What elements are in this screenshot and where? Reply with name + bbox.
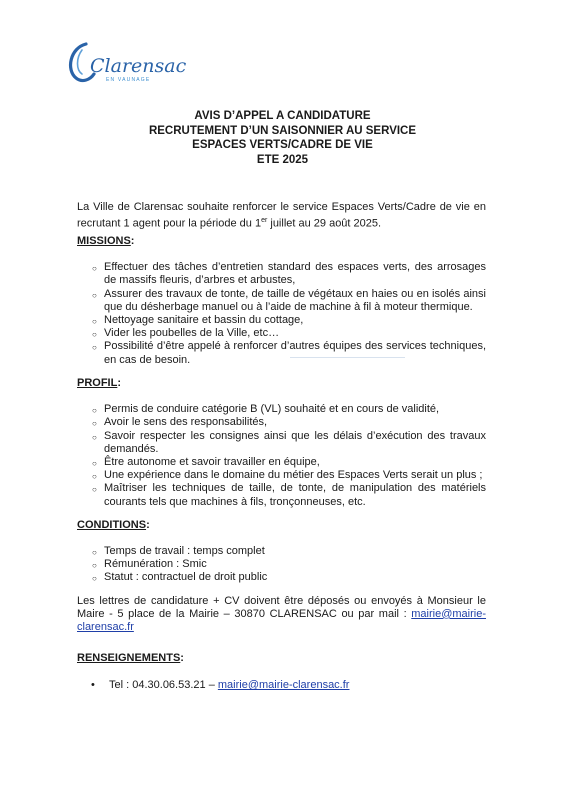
- document-heading: [0, 109, 565, 167]
- renseignements-title: [77, 652, 486, 665]
- contact-email-link[interactable]: mairie@mairie-clarensac.fr: [217, 679, 350, 692]
- list-item: [77, 314, 486, 327]
- list-item: [77, 679, 486, 692]
- profil-item-text: Savoir respecter les consignes ainsi que les délais d’exécution des travaux demandés.: [104, 429, 486, 455]
- application-email-link[interactable]: mairie@mairie-clarensac.fr: [77, 607, 486, 633]
- mission-item-text: Possibilité d’être appelé à renforcer d’autres équipes des services techniques, en cas de besoin.: [104, 340, 486, 366]
- dot-bullet-icon: •: [91, 679, 95, 692]
- intro-text-1: La Ville de Clarensac souhaite renforcer le service Espaces Verts/Cadre de vie en recrutant 1 agent pour la période du 1: [77, 201, 486, 230]
- profil-title-suffix: :: [117, 376, 122, 389]
- list-item: [77, 416, 486, 429]
- list-item: [77, 558, 486, 571]
- circle-bullet-icon: ○: [92, 343, 97, 353]
- condition-item-text: Temps de travail : temps complet: [104, 544, 265, 557]
- heading-line-2: RECRUTEMENT D’UN SAISONNIER AU SERVICE: [148, 124, 417, 137]
- list-item: [77, 340, 486, 366]
- intro-superscript: er: [261, 217, 268, 225]
- conditions-list: [77, 545, 486, 585]
- list-item: [77, 469, 486, 482]
- circle-bullet-icon: ○: [92, 264, 97, 274]
- profil-title: [77, 377, 486, 390]
- circle-bullet-icon: ○: [92, 406, 97, 416]
- clarensac-logo-graphic: [64, 34, 187, 94]
- renseignements-list: [77, 679, 486, 692]
- conditions-title-text: CONDITIONS: [77, 518, 147, 531]
- circle-bullet-icon: ○: [92, 458, 97, 468]
- list-item: [77, 430, 486, 456]
- list-item: [77, 403, 486, 416]
- profil-item-text: Maîtriser les techniques de taille, de tonte, de manipulation des matériels courants tels que machines à fils, tronçonneuses, etc.: [104, 482, 486, 508]
- missions-title-text: MISSIONS: [77, 235, 131, 248]
- list-item: [77, 545, 486, 558]
- profil-item-text: Permis de conduire catégorie B (VL) souhaité et en cours de validité,: [104, 403, 440, 416]
- profil-title-text: PROFIL: [77, 376, 118, 389]
- circle-bullet-icon: ○: [92, 472, 97, 482]
- profil-item-text: Une expérience dans le domaine du métier des Espaces Verts serait un plus ;: [104, 469, 483, 482]
- renseignements-title-text: RENSEIGNEMENTS: [77, 652, 181, 665]
- list-item: [77, 456, 486, 469]
- mission-item-text: Vider les poubelles de la Ville, etc…: [104, 327, 280, 340]
- conditions-title-suffix: :: [146, 518, 150, 531]
- intro-paragraph: [77, 201, 486, 231]
- heading-line-4: ETE 2025: [256, 153, 309, 166]
- intro-text-2: juillet au 29 août 2025.: [267, 217, 382, 230]
- circle-bullet-icon: ○: [92, 485, 97, 495]
- circle-bullet-icon: ○: [92, 317, 97, 327]
- telephone-text: Tel : 04.30.06.53.21 –: [109, 679, 218, 692]
- circle-bullet-icon: ○: [92, 574, 97, 584]
- circle-bullet-icon: ○: [92, 290, 97, 300]
- clarensac-logo: [64, 34, 187, 94]
- mission-item-text: Effectuer des tâches d’entretien standard des espaces verts, des arrosages de massifs fleuris, d’arbres et arbustes,: [104, 261, 486, 287]
- circle-bullet-icon: ○: [92, 547, 97, 557]
- mission-item-text: Nettoyage sanitaire et bassin du cottage,: [104, 314, 304, 327]
- circle-bullet-icon: ○: [92, 432, 97, 442]
- circle-bullet-icon: ○: [92, 419, 97, 429]
- list-item: [77, 288, 486, 314]
- condition-item-text: Statut : contractuel de droit public: [104, 571, 268, 584]
- renseignements-title-suffix: :: [180, 652, 184, 665]
- list-item: [77, 261, 486, 287]
- missions-title-suffix: :: [130, 235, 135, 248]
- document-body: [77, 201, 486, 693]
- condition-item-text: Rémunération : Smic: [104, 558, 207, 571]
- mission-item-text: Assurer des travaux de tonte, de taille de végétaux en haies ou en isolés ainsi que du désherbage manuel ou à l’aide de machine à fil à moteur thermique.: [104, 287, 486, 313]
- conditions-title: [77, 519, 486, 532]
- profil-list: [77, 403, 486, 509]
- missions-list: [77, 261, 486, 367]
- logo-tagline: EN VAUNAGE: [106, 77, 151, 83]
- application-text: Les lettres de candidature + CV doivent être déposés ou envoyés à Monsieur le Maire - 5 place de la Mairie – 30870 CLARENSAC ou par mail :: [77, 594, 486, 620]
- heading-line-3: ESPACES VERTS/CADRE DE VIE: [192, 139, 373, 151]
- circle-bullet-icon: ○: [92, 330, 97, 340]
- heading-line-1: AVIS D’APPEL A CANDIDATURE: [194, 110, 371, 122]
- profil-item-text: Être autonome et savoir travailler en équipe,: [104, 455, 320, 468]
- logo-text: Clarensac: [90, 55, 187, 77]
- list-item: [77, 327, 486, 340]
- profil-item-text: Avoir le sens des responsabilités,: [104, 416, 268, 429]
- missions-title: [77, 235, 486, 248]
- application-paragraph: [77, 595, 486, 635]
- circle-bullet-icon: ○: [92, 561, 97, 571]
- list-item: [77, 482, 486, 508]
- list-item: [77, 571, 486, 584]
